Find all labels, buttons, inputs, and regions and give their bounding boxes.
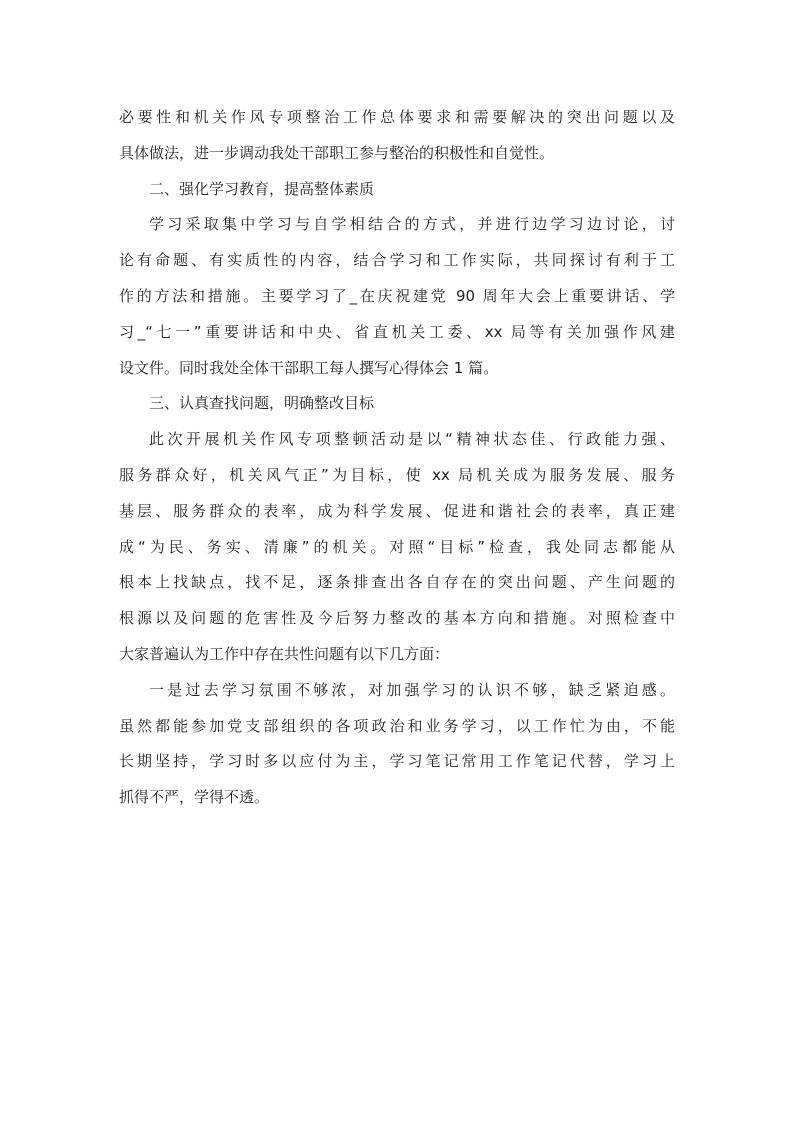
paragraph-line: 大家普遍认为工作中存在共性问题有以下几方面： xyxy=(119,644,450,663)
section-heading: 二、强化学习教育，提高整体素质 xyxy=(149,179,375,198)
paragraph-line: 习_“七一”重要讲话和中央、省直机关工委、xx 局等有关加强作风建 xyxy=(119,322,675,341)
document-body xyxy=(119,100,675,816)
paragraph-line: 服务群众好，机关风气正”为目标，使 xx 局机关成为服务发展、服务 xyxy=(119,465,675,484)
paragraph-line: 虽然都能参加党支部组织的各项政治和业务学习，以工作忙为由，不能 xyxy=(119,716,675,735)
paragraph-line: 学习采取集中学习与自学相结合的方式，并进行边学习边讨论，讨 xyxy=(149,215,675,234)
paragraph-line: 作的方法和措施。主要学习了_在庆祝建党 90 周年大会上重要讲话、学 xyxy=(119,286,675,305)
paragraph-line: 一是过去学习氛围不够浓，对加强学习的认识不够，缺乏紧迫感。 xyxy=(149,680,675,699)
paragraph-line: 必要性和机关作风专项整治工作总体要求和需要解决的突出问题以及 xyxy=(119,108,675,126)
section-heading: 三、认真查找问题，明确整改目标 xyxy=(149,394,375,413)
paragraph-line: 长期坚持，学习时多以应付为主，学习笔记常用工作笔记代替，学习上 xyxy=(119,752,675,771)
paragraph-line: 根源以及问题的危害性及今后努力整改的基本方向和措施。对照检查中 xyxy=(119,609,675,628)
paragraph-line: 基层、服务群众的表率，成为科学发展、促进和谐社会的表率，真正建 xyxy=(119,501,675,520)
paragraph-line: 论有命题、有实质性的内容，结合学习和工作实际，共同探讨有利于工 xyxy=(119,251,675,270)
paragraph-line: 抓得不严，学得不透。 xyxy=(119,788,270,807)
paragraph-line: 根本上找缺点，找不足，逐条排查出各自存在的突出问题、产生问题的 xyxy=(119,573,675,592)
paragraph-line: 具体做法，进一步调动我处干部职工参与整治的积极性和自觉性。 xyxy=(119,143,555,162)
paragraph-line: 成“为民、务实、清廉”的机关。对照“目标”检查，我处同志都能从 xyxy=(119,537,675,556)
paragraph-line: 此次开展机关作风专项整顿活动是以“精神状态佳、行政能力强、 xyxy=(149,430,675,449)
paragraph-line: 设文件。同时我处全体干部职工每人撰写心得体会 1 篇。 xyxy=(119,358,499,377)
